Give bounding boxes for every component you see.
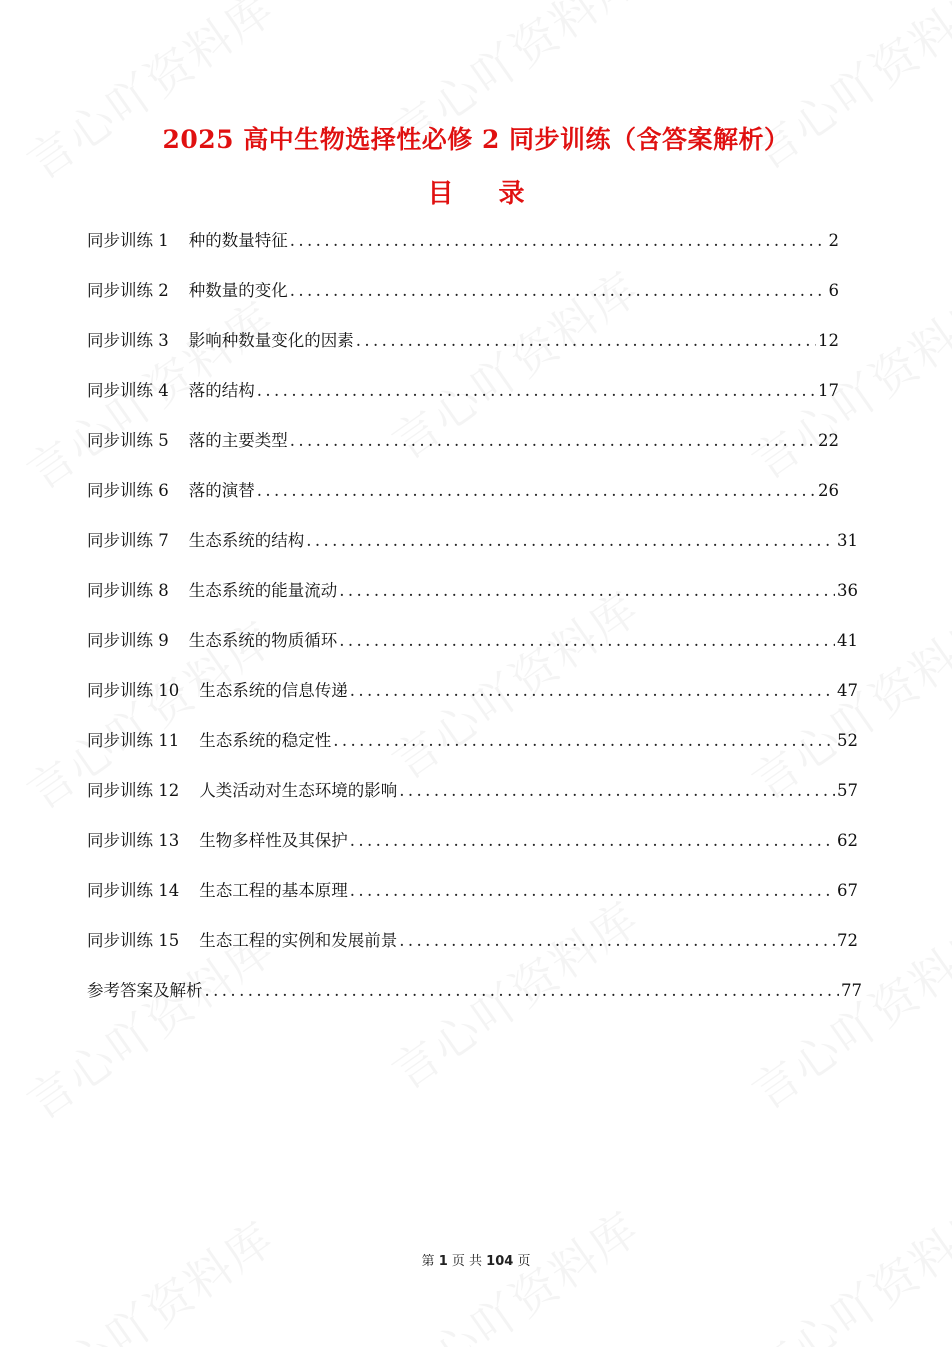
toc-entry-label: 参考答案及解析 [87,981,203,1000]
footer-total-pages: 104 [486,1254,514,1269]
toc-entry[interactable] [87,628,858,654]
toc-leader-dots [333,728,835,754]
toc-leader-dots [257,478,816,504]
toc-entry-topic: 种数量的变化 [188,281,288,300]
toc-entry-topic: 影响种数量变化的因素 [188,331,354,350]
toc-entry[interactable] [87,828,858,854]
toc-entry-topic: 种的数量特征 [188,231,288,250]
toc-entry-page: 57 [837,781,858,800]
toc-leader-dots [399,928,835,954]
toc-entry[interactable] [87,728,858,754]
toc-leader-dots [356,328,816,354]
toc-entry[interactable] [87,928,858,954]
toc-leader-dots [306,528,835,554]
toc-entry[interactable] [87,478,839,504]
toc-entry-label: 同步训练 14 [87,881,180,900]
toc-entry-topic: 生态系统的能量流动 [188,581,338,600]
toc-leader-dots [257,378,816,404]
watermark-text [12,0,286,193]
toc-entry-page: 67 [837,881,858,900]
toc-entry[interactable] [87,678,858,704]
footer-prefix: 第 [421,1254,435,1269]
footer-middle: 页 共 [451,1254,483,1269]
toc-entry[interactable] [87,778,858,804]
toc-entry-topic: 落的主要类型 [188,431,288,450]
toc-entry-label: 同步训练 13 [87,831,180,850]
toc-entry[interactable] [87,878,858,904]
toc-leader-dots [350,828,835,854]
toc-entry-topic: 生态工程的基本原理 [199,881,348,900]
toc-entry-page: 62 [837,831,858,850]
toc-entry-label: 同步训练 4 [87,381,169,400]
toc-entry[interactable] [87,528,858,554]
toc-leader-dots [350,878,835,904]
toc-entry-page: 72 [837,931,858,950]
toc-entry-label: 同步训练 9 [87,631,169,650]
toc-leader-dots [290,228,827,254]
toc-leader-dots [399,778,835,804]
toc-entry-topic: 生态工程的实例和发展前景 [199,931,398,950]
toc-entry-page: 77 [841,981,862,1000]
toc-entry-topic: 生态系统的信息传递 [199,681,348,700]
toc-entry-label: 同步训练 8 [87,581,169,600]
toc-entry[interactable] [87,428,839,454]
toc-entry-label: 同步训练 6 [87,481,169,500]
toc-entry-label: 同步训练 5 [87,431,169,450]
toc-entry-label: 同步训练 10 [87,681,180,700]
toc-entry-page: 26 [818,481,839,500]
toc-heading: 目 录 [427,179,543,209]
page-footer [0,1250,952,1269]
toc-entry-topic: 生态系统的稳定性 [199,731,332,750]
toc-leader-dots [339,578,835,604]
toc-leader-dots [350,678,835,704]
toc-entry-label: 同步训练 1 [87,231,169,250]
toc-entry-label: 同步训练 11 [87,731,180,750]
toc-entry-page: 52 [837,731,858,750]
watermark-text [377,1193,651,1347]
watermark-text [12,1203,286,1347]
toc-entry-topic: 落的演替 [188,481,255,500]
toc-entry-label: 同步训练 7 [87,531,169,550]
toc-entry-page: 47 [837,681,858,700]
toc-entry[interactable] [87,228,839,254]
toc-entry-page: 22 [818,431,839,450]
toc-entry-page: 12 [818,331,839,350]
toc-entry-page: 17 [818,381,839,400]
toc-leader-dots [290,278,827,304]
toc-leader-dots [205,978,840,1004]
footer-suffix: 页 [517,1254,531,1269]
toc-entry-topic: 生态系统的结构 [188,531,305,550]
document-title: 2025 高中生物选择性必修 2 同步训练（含答案解析） [162,125,790,154]
toc-entry-label: 同步训练 12 [87,781,180,800]
toc-entry[interactable] [87,278,839,304]
toc-entry-label: 同步训练 15 [87,931,180,950]
toc-entry-page: 31 [837,531,858,550]
toc-entry[interactable] [87,578,858,604]
toc-leader-dots [339,628,835,654]
toc-leader-dots [290,428,816,454]
toc-entry[interactable] [87,978,862,1004]
toc-entry-topic: 生态系统的物质循环 [188,631,338,650]
toc-entry-page: 2 [828,231,839,250]
toc-entry[interactable] [87,378,839,404]
toc-entry-topic: 落的结构 [188,381,255,400]
toc-entry-page: 6 [828,281,839,300]
toc-entry-label: 同步训练 2 [87,281,169,300]
toc-entry-page: 36 [837,581,858,600]
toc-entry[interactable] [87,328,839,354]
toc-entry-label: 同步训练 3 [87,331,169,350]
toc-entry-topic: 人类活动对生态环境的影响 [199,781,398,800]
footer-current-page: 1 [438,1254,448,1269]
toc-entry-page: 41 [837,631,858,650]
toc-entry-topic: 生物多样性及其保护 [199,831,348,850]
